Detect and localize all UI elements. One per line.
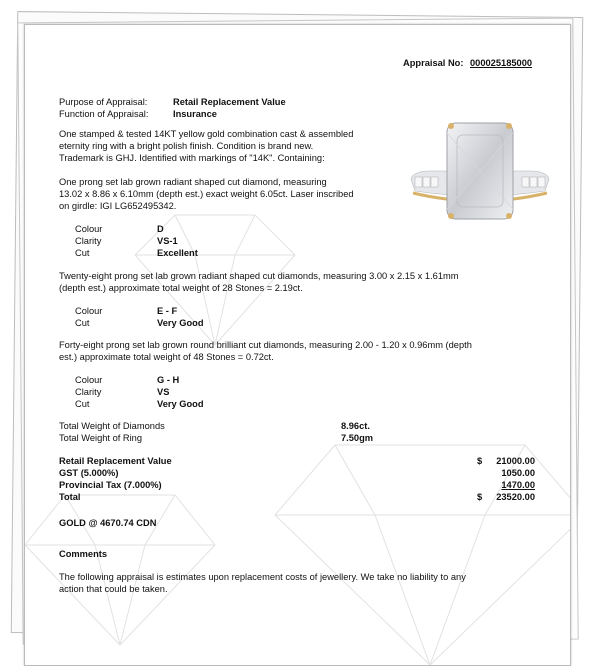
currency-symbol: $ [477,456,483,466]
grade-value: Very Good [157,318,204,328]
grade-label: Colour [75,306,103,316]
grade-value: E - F [157,306,178,316]
weight-label: Total Weight of Ring [59,433,143,443]
description-line: One stamped & tested 14KT yellow gold combination cast & assembled [59,129,354,139]
comments-line: action that could be taken. [59,584,168,594]
description-line: Trademark is GHJ. Identified with markings of "14K". Containing: [59,153,325,163]
valuation-label: Total [59,492,81,502]
grade-value: Very Good [157,399,204,409]
grade-value: VS [157,387,170,397]
grade-label: Cut [75,399,90,409]
valuation-value: 21000.00 [496,456,535,466]
weight-label: Total Weight of Diamonds [59,421,165,431]
appraisal-document [24,24,571,666]
purpose-value: Retail Replacement Value [173,97,286,107]
weight-value: 8.96ct. [341,421,370,431]
currency-symbol: $ [477,492,483,502]
center-stone-line: on girdle: IGI LG652495342. [59,201,177,211]
grade-value: G - H [157,375,180,385]
valuation-label: GST (5.000%) [59,468,119,478]
grade-value: VS-1 [157,236,178,246]
comments-heading: Comments [59,549,108,559]
grade-label: Cut [75,318,90,328]
side-stones-line: (depth est.) approximate total weight of 28 Stones = 2.19ct. [59,283,303,293]
grade-value: Excellent [157,248,198,258]
valuation-value: 1050.00 [501,468,535,478]
function-value: Insurance [173,109,217,119]
grade-label: Clarity [75,236,102,246]
purpose-label: Purpose of Appraisal: [59,97,148,107]
grade-label: Colour [75,224,103,234]
gold-rate: GOLD @ 4670.74 CDN [59,518,157,528]
function-label: Function of Appraisal: [59,109,149,119]
valuation-label: Retail Replacement Value [59,456,172,466]
side-stones-line: Twenty-eight prong set lab grown radiant shaped cut diamonds, measuring 3.00 x 2.15 x 1.61mm [59,271,459,281]
side-stones-line: est.) approximate total weight of 48 Stones = 0.72ct. [59,352,274,362]
center-stone-line: 13.02 x 8.86 x 6.10mm (depth est.) exact weight 6.05ct. Laser inscribed [59,189,354,199]
weight-value: 7.50gm [341,433,374,443]
ring-photo [405,117,555,257]
description-line: eternity ring with a bright polish finish. Condition is brand new. [59,141,314,151]
grade-value: D [157,224,164,234]
valuation-label: Provincial Tax (7.000%) [59,480,162,490]
valuation-value: 1470.00 [501,480,535,490]
grade-label: Clarity [75,387,102,397]
valuation-value: 23520.00 [496,492,535,502]
center-stone-line: One prong set lab grown radiant shaped cut diamond, measuring [59,177,327,187]
side-stones-line: Forty-eight prong set lab grown round brilliant cut diamonds, measuring 2.00 - 1.20 x 0.96mm (depth [59,340,472,350]
appraisal-number-label: Appraisal No: [403,58,464,68]
appraisal-number-value: 000025185000 [470,58,533,68]
grade-label: Colour [75,375,103,385]
comments-line: The following appraisal is estimates upon replacement costs of jewellery. We take no liability to any [59,572,466,582]
grade-label: Cut [75,248,90,258]
